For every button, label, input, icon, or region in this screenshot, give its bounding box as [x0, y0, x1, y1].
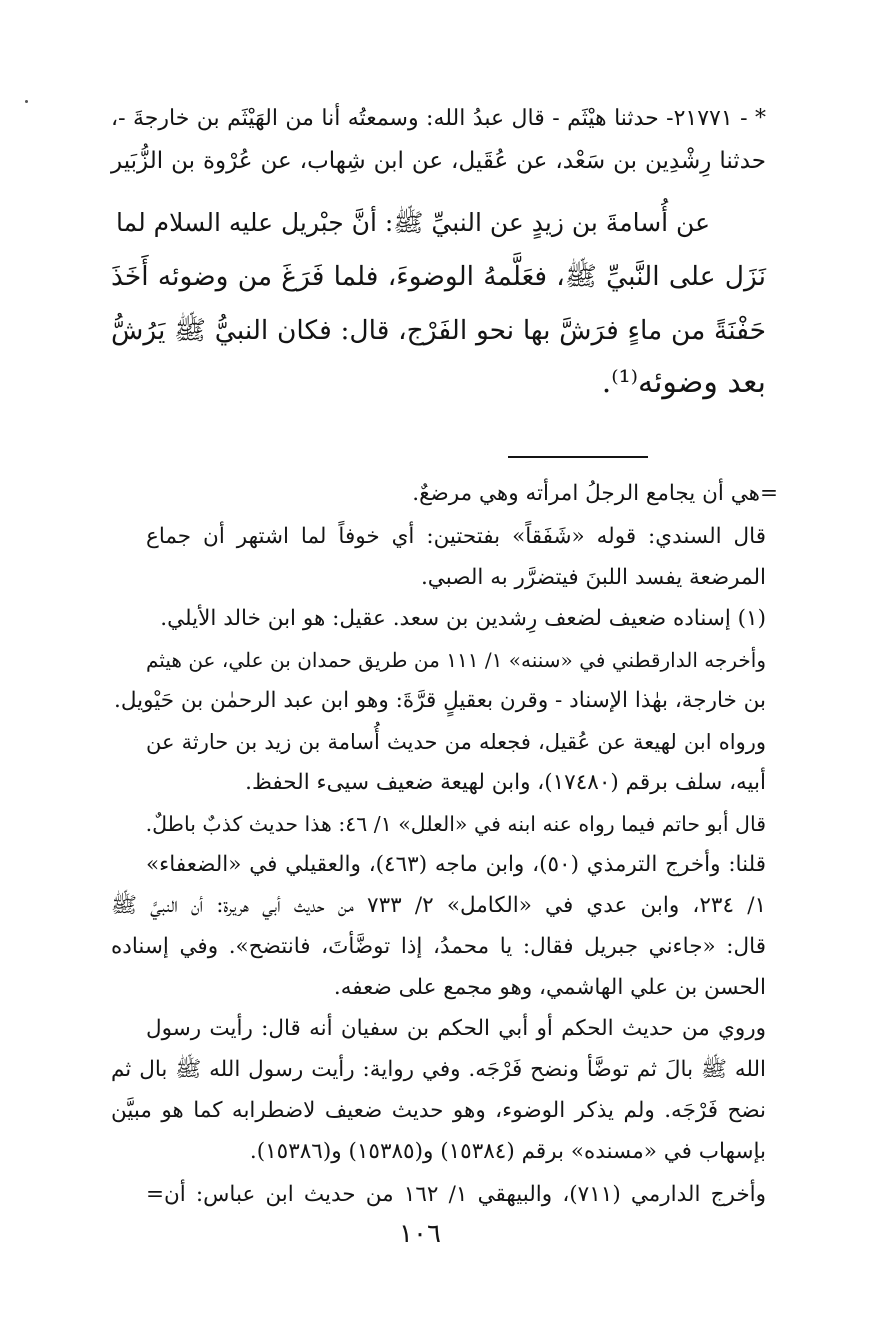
footnote-line-17: بإسهاب في «مسنده» برقم (١٥٣٨٤) و(١٥٣٨٥) و(١٥٣٨٦).	[249, 1139, 766, 1164]
footnote-line-6: بن خارجة، بهٰذا الإسناد - وقرن بعقيلٍ قرَّةَ: وهو ابن عبد الرحمٰن بن حَيْويل.	[114, 688, 766, 713]
footnote-line-14: وروي من حديث الحكم أو أبي الحكم بن سفيان أنه قال: رأيت رسول	[146, 1016, 766, 1041]
hadith-header-line-1: * - ٢١٧٧١- حدثنا هيْثَم - قال عبدُ الله: وسمعتُه أنا من الهَيْثَم بن خارجةَ -،	[111, 106, 766, 131]
footnote-line-12: قال: «جاءني جبريل فقال: يا محمدُ، إذا توضَّأتَ، فانتضح». وفي إسناده	[111, 934, 766, 959]
footnote-line-16: نضح فَرْجَه. ولم يذكر الوضوء، وهو حديث ضعيف لاضطرابه كما هو مبيَّن	[111, 1098, 766, 1123]
matn-line-3: حَفْنَةً من ماءٍ فرَشَّ بها نحو الفَرْج، قال: فكان النبيُّ ﷺ يَرُشُّ	[111, 315, 766, 346]
footnote-line-15: الله ﷺ بالَ ثم توضَّأ ونضح فَرْجَه. وفي رواية: رأيت رسول الله ﷺ بال ثم	[111, 1057, 766, 1082]
footnote-line-9: قال أبو حاتم فيما رواه عنه ابنه في «العلل» ١/ ٤٦: هذا حديث كذبٌ باطلٌ.	[145, 812, 766, 836]
matn-line-1: عن أُسامةَ بن زيدٍ عن النبيِّ ﷺ: أنَّ جبْريل عليه السلام لما	[116, 208, 710, 237]
footnote-line-3: المرضعة يفسد اللبنَ فيتضرَّر به الصبي.	[420, 565, 766, 590]
footnote-line-18: وأخرج الدارمي (٧١١)، والبيهقي ١/ ١٦٢ من حديث ابن عباس: أن=	[146, 1182, 767, 1207]
footnote-line-13: الحسن بن علي الهاشمي، وهو مجمع على ضعفه.	[333, 975, 766, 1000]
footnote-line-5: وأخرجه الدارقطني في «سننه» ١/ ١١١ من طريق حمدان بن علي، عن هيثم	[146, 648, 766, 672]
margin-dot	[25, 100, 28, 103]
page-number: ١٠٦	[399, 1219, 441, 1249]
matn-line-2: نَزَل على النَّبيِّ ﷺ، فعَلَّمهُ الوضوءَ، فلما فَرَغَ من وضوئه أَخَذَ	[111, 261, 766, 292]
footnote-line-8: أبيه، سلف برقم (١٧٤٨٠)، وابن لهيعة ضعيف سيىء الحفظ.	[245, 770, 766, 795]
hadith-header-line-2: حدثنا رِشْدِين بن سَعْد، عن عُقَيل، عن ابن شِهاب، عن عُرْوة بن الزُّبَير	[111, 148, 766, 174]
matn-line-4: بعد وضوئه⁽¹⁾.	[601, 365, 766, 400]
footnote-line-4: (١) إسناده ضعيف لضعف رِشدين بن سعد. عقيل: هو ابن خالد الأيلي.	[160, 606, 766, 631]
footnote-line-10: قلنا: وأخرج الترمذي (٥٠)، وابن ماجه (٤٦٣)، والعقيلي في «الضعفاء»	[146, 852, 766, 877]
footnote-separator	[508, 456, 648, 458]
footnote-line-1: =هي أن يجامع الرجلُ امرأته وهي مرضعٌ.	[412, 481, 778, 506]
footnote-line-11: ١/ ٢٣٤، وابن عدي في «الكامل» ٢/ ٧٣٣ من حديث أبي هريرة: أن النبيَّ ﷺ	[111, 893, 767, 918]
footnote-line-7: ورواه ابن لهيعة عن عُقيل، فجعله من حديث أُسامة بن زيد بن حارثة عن	[146, 730, 766, 754]
footnote-line-2: قال السندي: قوله «شَفَقاً» بفتحتين: أي خوفاً لما اشتهر أن جماع	[146, 524, 766, 549]
